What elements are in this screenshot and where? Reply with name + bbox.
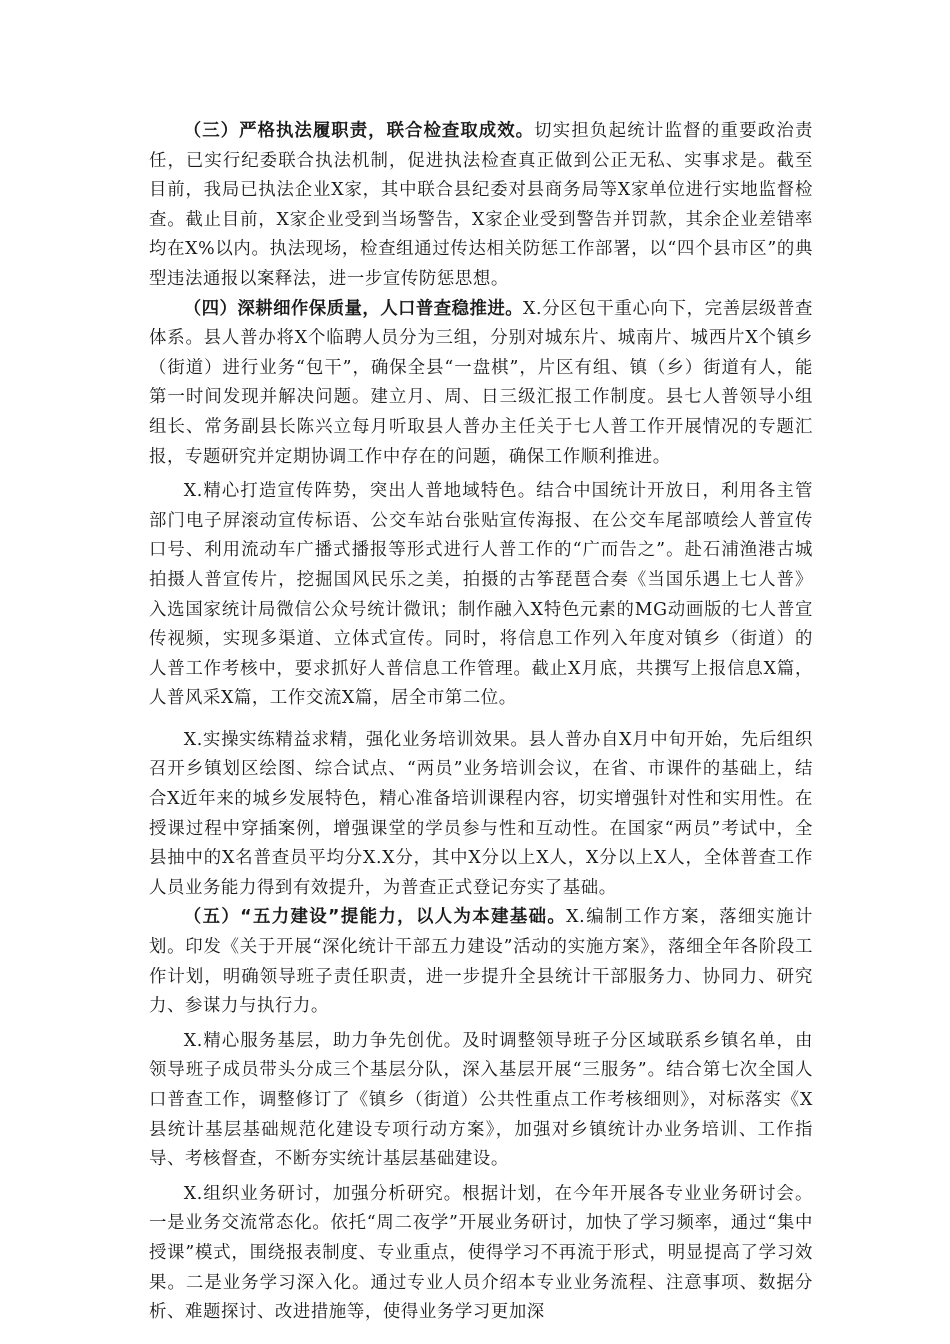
section-4-paragraph-1 xyxy=(149,295,813,473)
section-4-heading: （四）深耕细作保质量，人口普查稳推进。 xyxy=(183,298,524,319)
section-5-paragraph-1 xyxy=(149,903,813,1021)
section-5-body: X.编制工作方案，落细实施计划。印发《关于开展“深化统计干部五力建设”活动的实施方案》，落细全年各阶段工作计划，明确领导班子责任职责，进一步提升全县统计干部服务力、协同力、研究力、参谋力与执行力。 xyxy=(149,907,813,1017)
section-3-heading: （三）严格执法履职责，联合检查取成效。 xyxy=(183,121,535,141)
section-4-paragraph-3: X.实操实练精益求精，强化业务培训效果。县人普办自X月中旬开始，先后组织召开乡镇划区绘图、综合试点、“两员”业务培训会议，在省、市课件的基础上，结合X近年来的城乡发展特色，精心准备培训课程内容，切实增强针对性和实用性。在授课过程中穿插案例，增强课堂的学员参与性和互动性。在国家“两员”考试中，全县抽中的X名普查员平均分X.X分，其中X分以上X人，X分以上X人，全体普查工作人员业务能力得到有效提升，为普查正式登记夯实了基础。 xyxy=(149,729,813,898)
section-5-paragraph-3: X.组织业务研讨，加强分析研究。根据计划，在今年开展各专业业务研讨会。一是业务交流常态化。依托“周二夜学”开展业务研讨，加快了学习频率，通过“集中授课”模式，围绕报表制度、专业重点，使得学习不再流于形式，明显提高了学习效果。二是业务学习深入化。通过专业人员介绍本专业业务流程、注意事项、数据分析、难题探讨、改进措施等，使得业务学习更加深 xyxy=(149,1183,813,1323)
section-4-paragraph-2: X.精心打造宣传阵势，突出人普地域特色。结合中国统计开放日，利用各主管部门电子屏滚动宣传标语、公交车站台张贴宣传海报、在公交车尾部喷绘人普宣传口号、利用流动车广播式播报等形式进行人普工作的“广而告之”。赴石浦渔港古城拍摄人普宣传片，挖掘国风民乐之美，拍摄的古筝琵琶合奏《当国乐遇上七人普》入选国家统计局微信公众号统计微讯；制作融入X特色元素的MG动画版的七人普宣传视频，实现多渠道、立体式宣传。同时，将信息工作列入年度对镇乡（街道）的人普工作考核中，要求抓好人普信息工作管理。截止X月底，共撰写上报信息X篇，人普风采X篇，工作交流X篇，居全市第二位。 xyxy=(149,481,813,709)
section-4-body: X.分区包干重心向下，完善层级普查体系。县人普办将X个临聘人员分为三组，分别对城东片、城南片、城西片X个镇乡（街道）进行业务“包干”，确保全县“一盘棋”，片区有组、镇（乡）街道有人，能第一时间发现并解决问题。建立月、周、日三级汇报工作制度。县七人普领导小组组长、常务副县长陈兴立每月听取县人普办主任关于七人普工作开展情况的专题汇报，专题研究并定期协调工作中存在的问题，确保工作顺利推进。 xyxy=(149,298,813,467)
section-5-paragraph-2: X.精心服务基层，助力争先创优。及时调整领导班子分区域联系乡镇名单，由领导班子成员带头分成三个基层分队，深入基层开展“三服务”。结合第七次全国人口普查工作，调整修订了《镇乡（街道）公共性重点工作考核细则》，对标落实《X县统计基层基础规范化建设专项行动方案》，加强对乡镇统计办业务培训、工作指导、考核督查，不断夯实统计基层基础建设。 xyxy=(149,1030,813,1170)
section-3-body: 切实担负起统计监督的重要政治责任，已实行纪委联合执法机制，促进执法检查真正做到公正无私、实事求是。截至目前，我局已执法企业X家，其中联合县纪委对县商务局等X家单位进行实地监督检查。截止目前，X家企业受到当场警告，X家企业受到警告并罚款，其余企业差错率均在X%以内。执法现场，检查组通过传达相关防惩工作部署，以“四个县市区”的典型违法通报以案释法，进一步宣传防惩思想。 xyxy=(149,121,813,289)
section-5-heading: （五）“五力建设”提能力，以人为本建基础。 xyxy=(183,907,567,928)
section-3-paragraph xyxy=(149,117,813,295)
document-page xyxy=(149,117,813,1328)
